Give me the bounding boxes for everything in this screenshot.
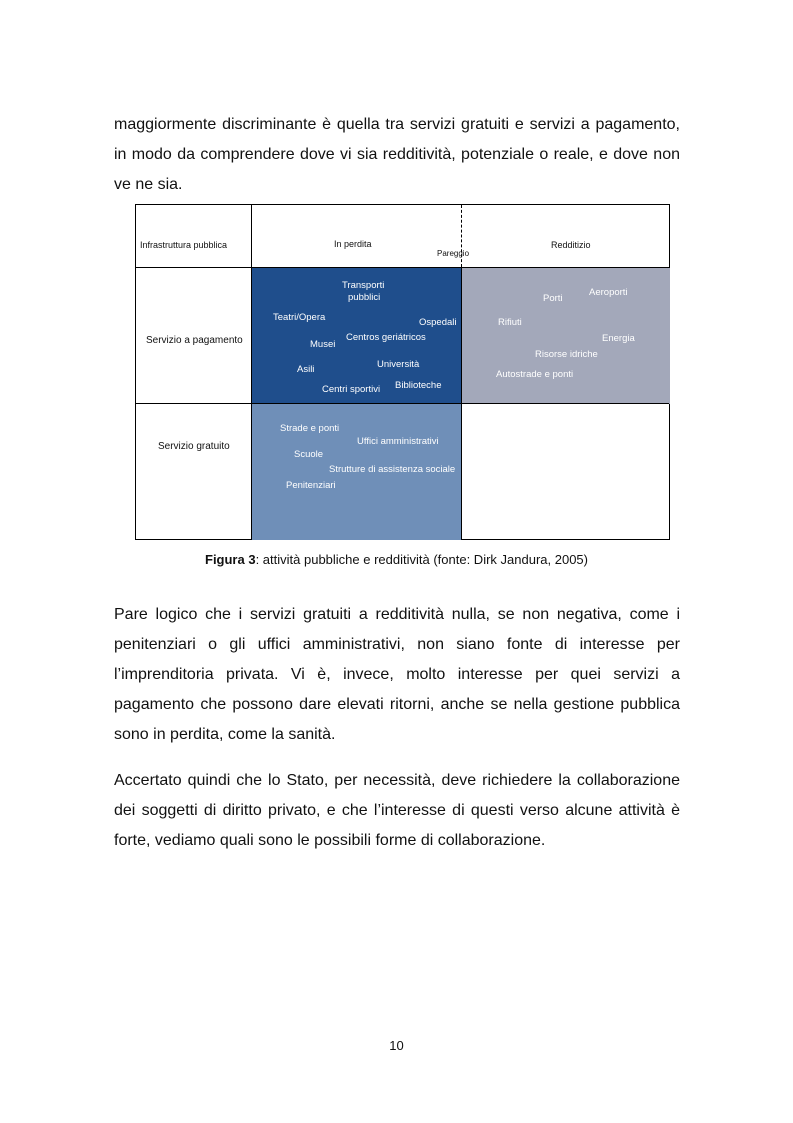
caption-label: Figura 3 [205,552,256,567]
text-line: pagamento che possono dare elevati ritorni, anche se nella gestione pubblica [114,696,680,713]
text-line: sono in perdita, come la sanità. [114,726,336,743]
item-teatri-opera: Teatri/Opera [273,312,326,323]
item-centros-geriatricos: Centros geriátricos [346,332,426,343]
item-asili: Asili [297,364,315,375]
block-paid-profit [462,268,670,404]
text-line: dei soggetti di diritto privato, e che l’interesse di questi verso alcune attività è [114,802,680,819]
header-redditizio: Redditizio [551,240,591,250]
item-aeroporti: Aeroporti [589,287,628,298]
text-line: l’imprenditoria privata. Vi è, invece, molto interesse per quei servizi a [114,666,680,683]
item-pubblici: pubblici [348,292,381,303]
paragraph-1 [114,110,680,200]
item-risorse-idriche: Risorse idriche [535,349,598,360]
item-autostrade-ponti: Autostrade e ponti [496,369,574,380]
grid-line [461,267,462,540]
text-line: forte, vediamo quali sono le possibili forme di collaborazione. [114,832,546,849]
row-label-free: Servizio gratuito [158,441,230,452]
caption-text: : attività pubbliche e redditività (fonte: Dirk Jandura, 2005) [255,552,588,567]
header-pareggio: Pareggio [437,249,470,258]
item-rifiuti: Rifiuti [498,317,522,328]
paragraph-3 [114,766,680,856]
item-musei: Musei [310,339,336,350]
text-line: penitenziari o gli uffici amministrativi, non siano fonte di interesse per [114,636,680,653]
item-biblioteche: Biblioteche [395,380,442,391]
item-strade-ponti: Strade e ponti [280,423,340,434]
item-porti: Porti [543,293,563,304]
grid-line [251,205,252,539]
item-energia: Energia [602,333,635,344]
row-label-paid: Servizio a pagamento [146,335,243,346]
item-ospedali: Ospedali [419,317,457,328]
text-line: Pare logico che i servizi gratuiti a redditività nulla, se non negativa, come i [114,606,680,623]
paragraph-2 [114,600,680,750]
item-universita: Università [377,359,420,370]
item-centri-sportivi: Centri sportivi [322,384,381,395]
text-line: maggiormente discriminante è quella tra servizi gratuiti e servizi a pagamento, [114,116,680,133]
item-strutture-assistenza: Strutture di assistenza sociale [329,464,456,475]
item-trasporti: Transporti [342,280,385,291]
header-in-perdita: In perdita [334,239,372,249]
text-line: Accertato quindi che lo Stato, per necessità, deve richiedere la collaborazione [114,772,680,789]
text-line: in modo da comprendere dove vi sia redditività, potenziale o reale, e dove non [114,146,680,163]
figure-caption [0,552,793,567]
item-scuole: Scuole [294,449,324,460]
item-uffici-amministrativi: Uffici amministrativi [357,436,439,447]
header-infrastruttura: Infrastruttura pubblica [140,240,228,250]
page-number: 10 [389,1038,404,1053]
figure-revenue-matrix [135,204,670,540]
grid-line [136,267,669,268]
item-penitenziari: Penitenziari [286,480,336,491]
grid-line [136,403,669,404]
text-line: ve ne sia. [114,176,183,193]
